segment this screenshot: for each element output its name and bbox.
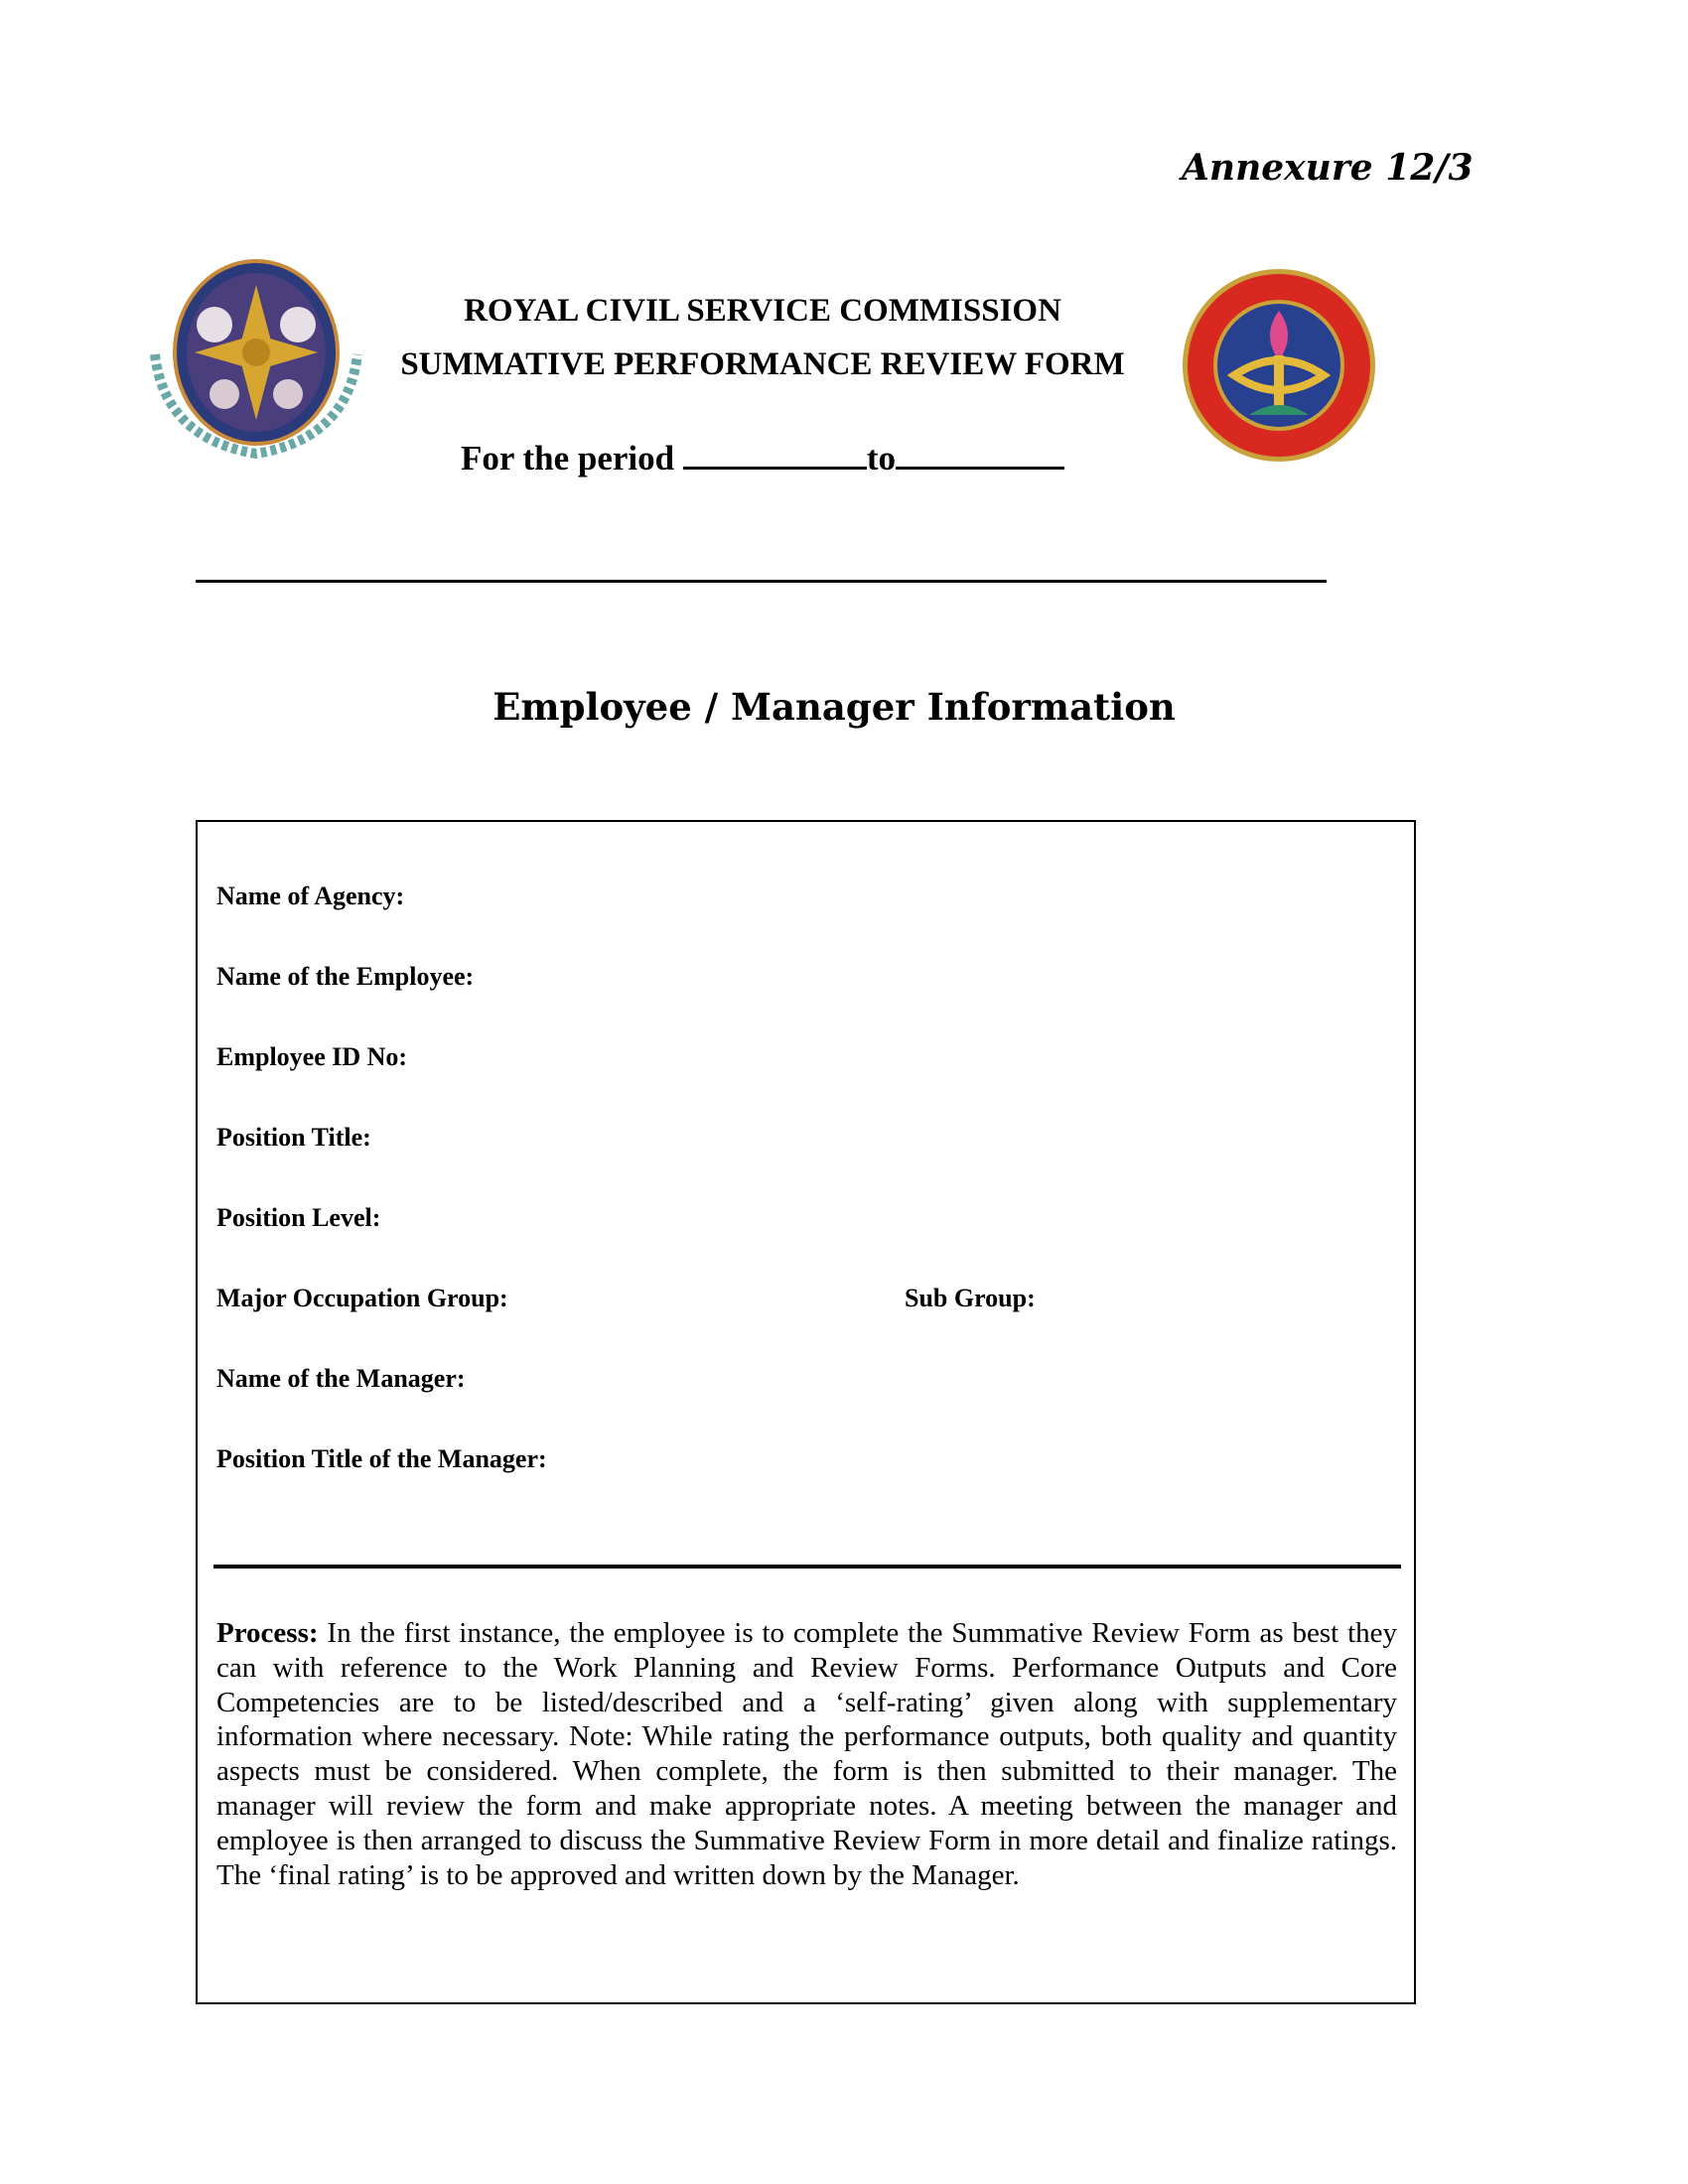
manager-name-label: Name of the Manager: xyxy=(216,1364,466,1393)
sub-group-label: Sub Group: xyxy=(905,1284,1036,1312)
position-title-label: Position Title: xyxy=(216,1123,371,1152)
period-from-field[interactable] xyxy=(683,437,867,470)
employee-id-label: Employee ID No: xyxy=(216,1042,408,1071)
process-paragraph xyxy=(216,1616,1397,1892)
header-divider xyxy=(196,580,1327,583)
agency-field-label: Name of Agency: xyxy=(216,882,405,910)
box-divider xyxy=(213,1565,1401,1569)
manager-title-label: Position Title of the Manager: xyxy=(216,1444,547,1473)
position-level-label: Position Level: xyxy=(216,1203,381,1232)
process-text: In the first instance, the employee is to complete the Summative Review Form as best they can with reference to the Work Planning and Review Forms. Performance Outputs and Core Competencies are to be listed/described and a ‘self-rating’ given along with supplementary information where necessary. Note: While rating the performance outputs, both quality and quantity aspects must be considered. When complete, the form is then submitted to their manager. The manager will review the form and make appropriate notes. A meeting between the manager and employee is then arranged to discuss the Summative Review Form in more detail and finalize ratings. The ‘final rating’ is to be approved and written down by the Manager. xyxy=(216,1617,1397,1891)
process-label: Process: xyxy=(216,1617,319,1649)
org-name: ROYAL CIVIL SERVICE COMMISSION xyxy=(464,293,1061,329)
annexure-label: Annexure 12/3 xyxy=(1182,147,1474,189)
period-to-label: to xyxy=(866,439,897,478)
period-label: For the period xyxy=(460,439,675,478)
occupation-group-label: Major Occupation Group: xyxy=(216,1284,508,1312)
rcsc-seal-logo xyxy=(1180,266,1378,465)
period-to-field[interactable] xyxy=(896,437,1064,470)
form-title: SUMMATIVE PERFORMANCE REVIEW FORM xyxy=(400,346,1125,382)
section-title: Employee / Manager Information xyxy=(492,685,1176,729)
employee-name-label: Name of the Employee: xyxy=(216,962,475,991)
